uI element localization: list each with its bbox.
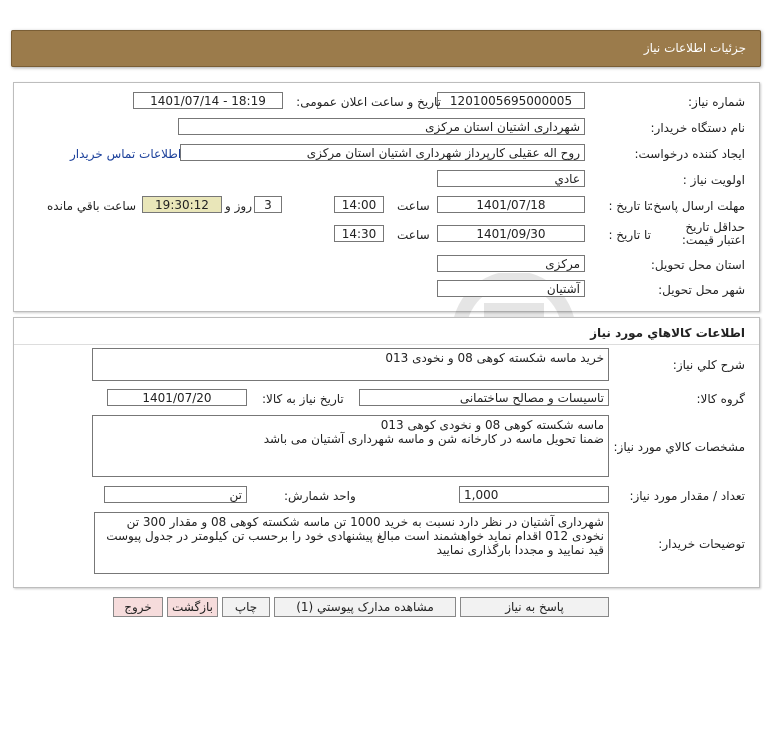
buyer-contact-link[interactable]: اطلاعات تماس خریدار [70, 147, 182, 161]
goods-specs-line1: ماسه شکسته کوهی 08 و نخودی کوهی 013 [380, 418, 604, 432]
print-button[interactable]: چاپ [222, 597, 270, 617]
buyer-notes-field: شهرداری آشتیان در نظر دارد نسبت به خرید 1000 تن ماسه شکسته کوهی 08 و مقدار 300 تن نخودی 012 اقدام نماید خواهشمند است مبالغ پیشنهادی خود را برحسب تن کیلومتر در جدول پیوست قید نمایید و مجددا بارگذاری نمایید [94, 512, 609, 574]
unit-label: واحد شمارش: [284, 489, 356, 503]
priority-field: عادي [437, 170, 585, 187]
announce-datetime-label: تاریخ و ساعت اعلان عمومی: [296, 95, 441, 109]
back-button[interactable]: بازگشت [167, 597, 218, 617]
remaining-time-field: 19:30:12 [142, 196, 222, 213]
validity-time-field: 14:30 [334, 225, 384, 242]
send-time-field: 14:00 [334, 196, 384, 213]
need-info-panel [13, 82, 760, 312]
unit-field: تن [104, 486, 247, 503]
send-deadline-label: مهلت ارسال پاسخ: [649, 199, 745, 213]
view-documents-button[interactable]: مشاهده مدارک پیوستي (1) [274, 597, 456, 617]
priority-label: اولویت نیاز : [682, 173, 745, 187]
validity-to-date-label: تا تاریخ : [608, 228, 651, 242]
quantity-label: تعداد / مقدار مورد نیاز: [629, 489, 745, 503]
goods-specs-field [92, 415, 609, 477]
requester-label: ایجاد کننده درخواست: [634, 147, 745, 161]
goods-info-panel [13, 317, 760, 588]
delivery-city-field: آشتیان [437, 280, 585, 297]
need-date-field: 1401/07/20 [107, 389, 247, 406]
goods-group-label: گروه کالا: [696, 392, 745, 406]
send-time-label: ساعت [397, 199, 430, 213]
goods-group-field: تاسیسات و مصالح ساختمانی [359, 389, 609, 406]
need-number-field: 1201005695000005 [437, 92, 585, 109]
validity-time-label: ساعت [397, 228, 430, 242]
page-header [11, 30, 761, 67]
send-date-field: 1401/07/18 [437, 196, 585, 213]
days-label: روز و [225, 199, 252, 213]
requester-field: روح اله عقیلی کارپرداز شهرداری اشتیان استان مرکزی [180, 144, 585, 161]
delivery-city-label: شهر محل تحویل: [658, 283, 745, 297]
price-validity-label: حداقل تاریخ اعتبار قیمت: [681, 220, 745, 247]
reply-button[interactable]: پاسخ به نیاز [460, 597, 609, 617]
buyer-notes-label: توضیحات خریدار: [658, 537, 745, 551]
buyer-org-field: شهرداری اشتیان استان مرکزی [178, 118, 585, 135]
exit-button[interactable]: خروج [113, 597, 163, 617]
need-summary-field: خرید ماسه شکسته کوهی 08 و نخودی 013 [92, 348, 609, 381]
goods-specs-line2: ضمنا تحویل ماسه در کارخانه شن و ماسه شهرداری آشتیان می باشد [263, 432, 604, 446]
goods-specs-label: مشخصات کالاي مورد نياز: [613, 440, 745, 454]
need-number-label: شماره نیاز: [688, 95, 745, 109]
need-summary-label: شرح کلي نياز: [672, 358, 745, 372]
page-title: جزئیات اطلاعات نیاز [643, 41, 746, 55]
send-to-date-label: تا تاریخ : [608, 199, 651, 213]
section-divider [14, 344, 759, 345]
announce-datetime-field: 1401/07/14 - 18:19 [133, 92, 283, 109]
days-remaining-field: 3 [254, 196, 282, 213]
remaining-label: ساعت باقي مانده [47, 199, 137, 213]
quantity-field: 1,000 [459, 486, 609, 503]
goods-section-title: اطلاعات کالاهاي مورد نياز [590, 326, 745, 340]
delivery-province-field: مرکزی [437, 255, 585, 272]
delivery-province-label: استان محل تحویل: [650, 258, 745, 272]
validity-date-field: 1401/09/30 [437, 225, 585, 242]
buyer-org-label: نام دستگاه خریدار: [650, 121, 745, 135]
need-date-label: تاریخ نیاز به کالا: [262, 392, 344, 406]
